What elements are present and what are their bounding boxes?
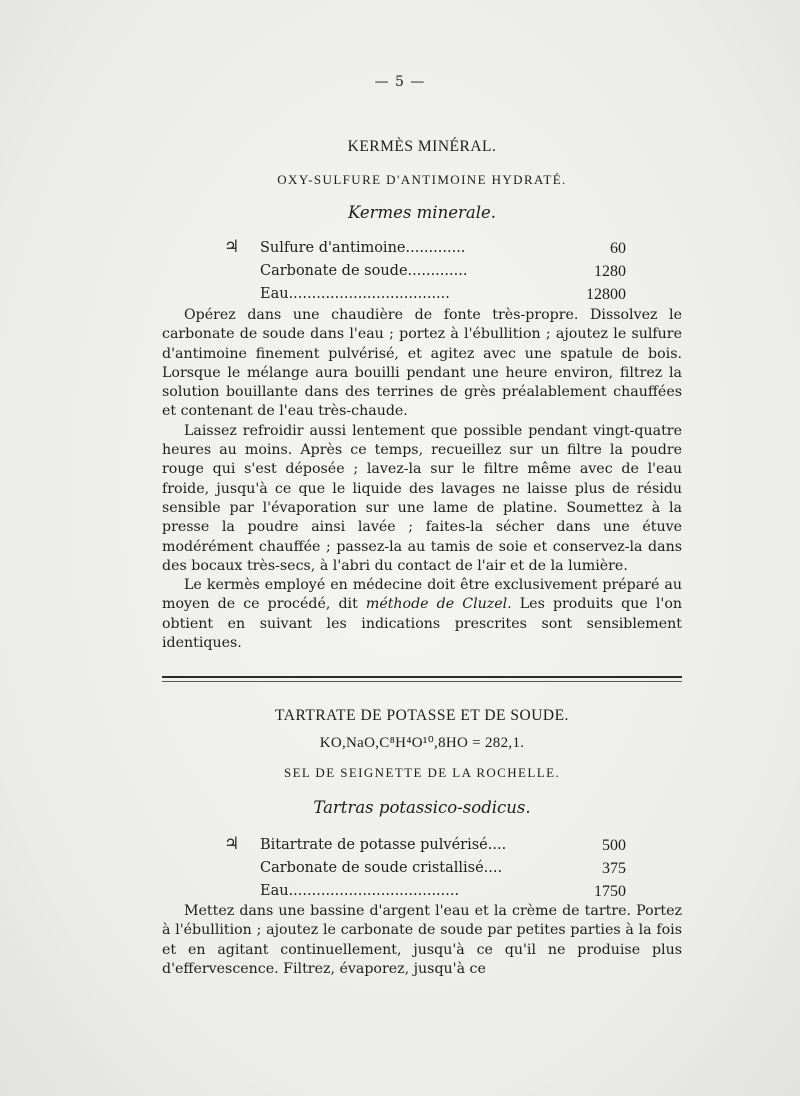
ingredient-quantity: 1750 [594, 883, 626, 900]
section-subtitle-tartrate: SEL DE SEIGNETTE DE LA ROCHELLE. [283, 765, 561, 780]
recipe-symbol-icon: ♃ [224, 834, 240, 854]
latin-name-kermes: Kermes minerale. [348, 203, 496, 222]
latin-name-tartrate: Tartras potassico-sodicus. [313, 798, 531, 817]
ingredient-quantity: 375 [602, 860, 626, 877]
method-name: méthode de Cluzel. [365, 596, 512, 613]
chemical-formula: KO,NaO,C⁸H⁴O¹⁰,8HO = 282,1. [319, 735, 525, 751]
page-number: — 5 — [374, 74, 426, 90]
ingredient-row [218, 283, 628, 306]
ingredient-row [218, 857, 628, 880]
recipe-kermes [218, 237, 628, 306]
ingredient-name: Sulfure d'antimoine............. [260, 240, 466, 256]
paragraph [162, 576, 682, 653]
body-text-kermes [162, 306, 682, 653]
ingredient-quantity: 12800 [586, 286, 626, 303]
recipe-tartrate [218, 834, 628, 903]
ingredient-row [218, 834, 628, 857]
paragraph: Mettez dans une bassine d'argent l'eau et la crème de tartre. Portez à l'ébullition ; ajoutez le carbonate de soude par petites parties à la fois et en agitant continuellement, jusqu'à ce qu'il ne produise plus d'effervescence. Filtrez, évaporez, jusqu'à ce [162, 903, 682, 977]
ingredient-name: Eau................................... [260, 286, 450, 302]
ingredient-row [218, 260, 628, 283]
recipe-symbol-icon: ♃ [224, 237, 240, 257]
ingredient-quantity: 500 [602, 837, 626, 854]
paragraph: Opérez dans une chaudière de fonte très-propre. Dissolvez le carbonate de soude dans l'eau ; portez à l'ébullition ; ajoutez le sulfure d'antimoine finement pulvérisé, et agitez avec une spatule de bois. Lorsque le mélange aura bouilli pendant une heure environ, filtrez la solution bouillante dans des terrines de grès préalablement chauffées et contenant de l'eau très-chaude. [162, 307, 682, 420]
ingredient-quantity: 60 [610, 240, 626, 257]
section-divider-thin [162, 681, 682, 682]
ingredient-name: Carbonate de soude............. [260, 263, 468, 279]
paragraph-text: Le kermès employé en médecine doit être exclusivement préparé au moyen de ce procédé, dit [162, 577, 682, 613]
ingredient-row [218, 237, 628, 260]
section-title-tartrate: TARTRATE DE POTASSE ET DE SOUDE. [275, 707, 569, 724]
ingredient-name: Bitartrate de potasse pulvérisé.... [260, 837, 507, 853]
paragraph: Laissez refroidir aussi lentement que possible pendant vingt-quatre heures au moins. Après ce temps, recueillez sur un filtre la poudre rouge qui s'est déposée ; lavez-la sur le filtre même avec de l'eau froide, jusqu'à ce que le liquide des lavages ne laisse plus de résidu sensible par l'évaporation sur une lame de platine. Soumettez à la presse la poudre ainsi lavée ; faites-la sécher dans une étuve modérément chauffée ; passez-la au tamis de soie et conservez-la dans des bocaux très-secs, à l'abri du contact de l'air et de la lumière. [162, 422, 682, 574]
ingredient-name: Carbonate de soude cristallisé.... [260, 860, 503, 876]
ingredient-quantity: 1280 [594, 263, 626, 280]
paragraph-text: Les produits que l'on obtient en suivant les indications prescrites sont sensiblement identiques. [162, 596, 682, 652]
section-subtitle-kermes: OXY-SULFURE D'ANTIMOINE HYDRATÉ. [277, 172, 567, 187]
ingredient-name: Eau..................................... [260, 883, 460, 899]
section-title-kermes: KERMÈS MINÉRAL. [347, 138, 497, 155]
body-text-tartrate [162, 902, 682, 979]
ingredient-row [218, 880, 628, 903]
section-divider [162, 676, 682, 678]
